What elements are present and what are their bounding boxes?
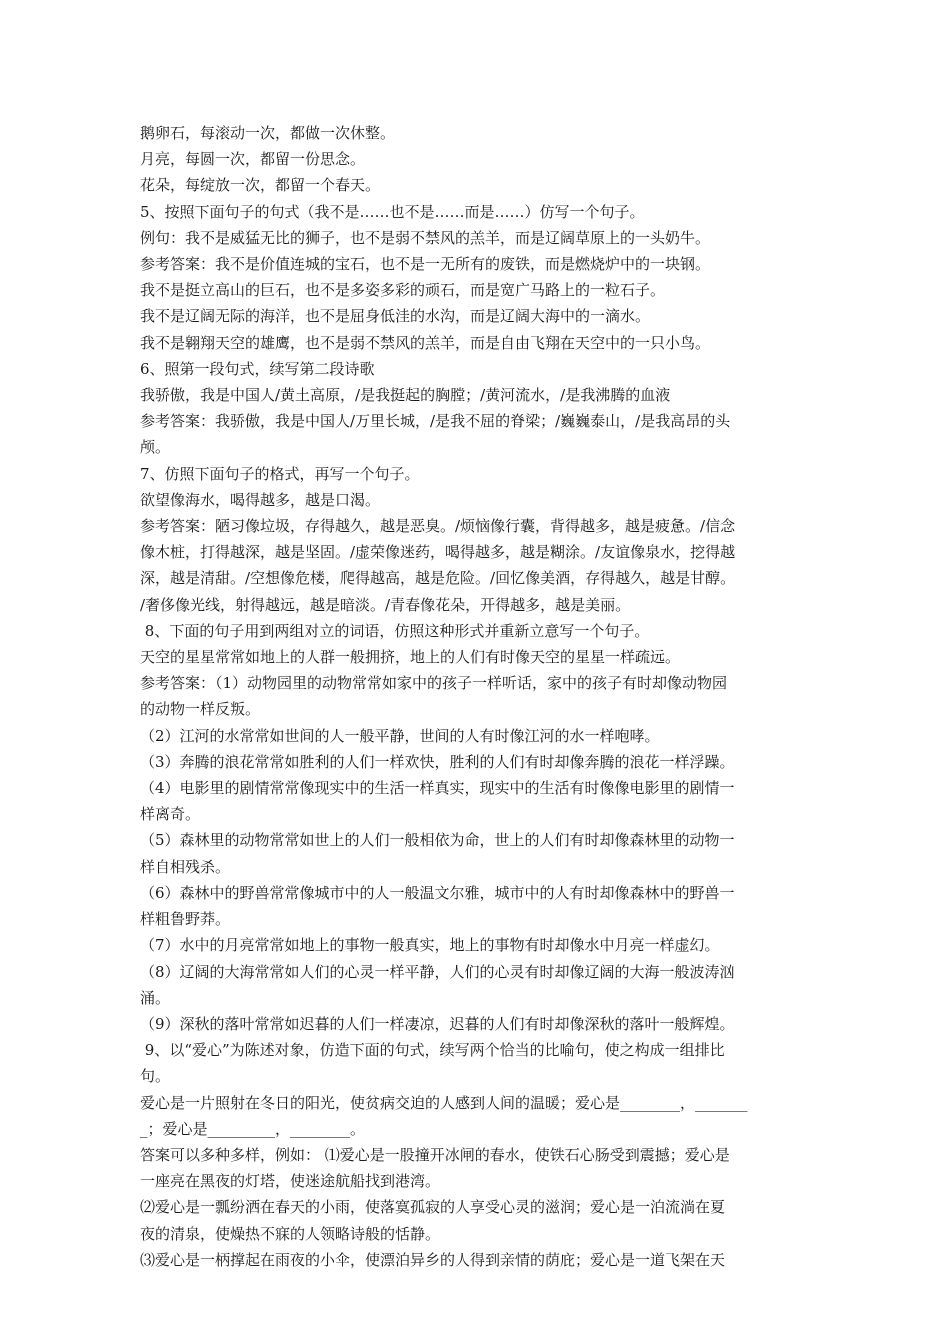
text-line: 月亮，每圆一次，都留一份思念。 <box>140 150 366 169</box>
text-line: 我不是翱翔天空的雄鹰，也不是弱不禁风的羔羊，而是自由飞翔在天空中的一只小鸟。 <box>140 333 711 352</box>
text-line: 涌。 <box>140 988 171 1007</box>
text-line: 像木桩，打得越深，越是坚固。/虚荣像迷药，喝得越多，越是糊涂。/友谊像泉水，挖得越 <box>140 543 736 562</box>
text-line: （4）电影里的剧情常常像现实中的生活一样真实，现实中的生活有时像像电影里的剧情一 <box>140 779 735 798</box>
text-line: 一座亮在黑夜的灯塔，使迷途航船找到港湾。 <box>140 1172 441 1191</box>
text-line: 我不是辽阔无际的海洋，也不是屈身低洼的水沟，而是辽阔大海中的一滴水。 <box>140 307 651 326</box>
text-line: 例句：我不是威猛无比的狮子，也不是弱不禁风的羔羊，而是辽阔草原上的一头奶牛。 <box>140 228 711 247</box>
text-line: 鹅卵石，每滚动一次，都做一次休整。 <box>140 124 396 142</box>
text-line: （3）奔腾的浪花常常如胜利的人们一样欢快，胜利的人们有时却像奔腾的浪花一样浮躁。 <box>140 752 735 771</box>
text-line: （8）辽阔的大海常常如人们的心灵一样平静，人们的心灵有时却像辽阔的大海一般波涛汹 <box>140 962 735 981</box>
text-line: _；爱心是_________，________。 <box>140 1119 366 1138</box>
text-line: 样自相残杀。 <box>140 857 231 876</box>
text-line: 夜的清泉，使燥热不寐的人领略诗般的恬静。 <box>140 1224 441 1243</box>
text-line: 参考答案：我骄傲，我是中国人/万里长城，/是我不屈的脊梁；/巍巍泰山，/是我高昂的头 <box>140 412 731 431</box>
document-body <box>140 120 810 1273</box>
text-line: 深，越是清甜。/空想像危楼，爬得越高，越是危险。/回忆像美酒，存得越久，越是甘醇。 <box>140 569 736 588</box>
text-line: （2）江河的水常常如世间的人一般平静，世间的人有时像江河的水一样咆哮。 <box>140 726 660 745</box>
text-line: 参考答案：我不是价值连城的宝石，也不是一无所有的废铁，而是燃烧炉中的一块钢。 <box>140 255 711 274</box>
text-line: 参考答案：陋习像垃圾，存得越久，越是恶臭。/烦恼像行囊，背得越多，越是疲惫。/信念 <box>140 517 736 536</box>
text-line: （5）森林里的动物常常如世上的人们一般相依为命，世上的人们有时却像森林里的动物一 <box>140 831 735 850</box>
text-line: 句。 <box>140 1067 171 1086</box>
text-line: （6）森林中的野兽常常像城市中的人一般温文尔雅，城市中的人有时却像森林中的野兽一 <box>140 883 735 902</box>
text-line: 欲望像海水，喝得越多，越是口渴。 <box>140 490 381 509</box>
text-line: ⑵爱心是一瓢纷洒在春天的小雨，使落寞孤寂的人享受心灵的滋润；爱心是一泊流淌在夏 <box>140 1198 726 1217</box>
question-9-heading: 9、以“爱心”为陈述对象，仿造下面的句式，续写两个恰当的比喻句，使之构成一组排比 <box>140 1041 725 1060</box>
text-line: 我不是挺立高山的巨石，也不是多姿多彩的顽石，而是宽广马路上的一粒石子。 <box>140 281 666 300</box>
question-8-heading: 8、下面的句子用到两组对立的词语，仿照这种形式并重新立意写一个句子。 <box>140 621 650 640</box>
question-7-heading: 7、仿照下面句子的格式，再写一个句子。 <box>140 464 420 483</box>
text-line: 颅。 <box>140 438 171 457</box>
text-line: /奢侈像光线，射得越远，越是暗淡。/青春像花朵，开得越多，越是美丽。 <box>140 595 631 614</box>
text-line: 我骄傲，我是中国人/黄土高原，/是我挺起的胸膛；/黄河流水，/是我沸腾的血液 <box>140 386 671 405</box>
text-line: 天空的星星常常如地上的人群一般拥挤，地上的人们有时像天空的星星一样疏远。 <box>140 648 681 667</box>
text-line: （7）水中的月亮常常如地上的事物一般真实，地上的事物有时却像水中月亮一样虚幻。 <box>140 936 720 955</box>
text-line: 样离奇。 <box>140 805 201 824</box>
text-line: 样粗鲁野莽。 <box>140 910 231 929</box>
text-line: 花朵，每绽放一次，都留一个春天。 <box>140 176 381 195</box>
text-line: 参考答案：（1）动物园里的动物常常如家中的孩子一样听话，家中的孩子有时却像动物园 <box>140 674 728 693</box>
question-5-heading: 5、按照下面句子的句式（我不是……也不是……而是……）仿写一个句子。 <box>140 202 645 221</box>
text-line: （9）深秋的落叶常常如迟暮的人们一样凄凉，迟暮的人们有时却像深秋的落叶一般辉煌。 <box>140 1014 735 1033</box>
text-line: ⑶爱心是一柄撑起在雨夜的小伞，使漂泊异乡的人得到亲情的荫庇；爱心是一道飞架在天 <box>140 1250 726 1269</box>
text-line: 爱心是一片照射在冬日的阳光，使贫病交迫的人感到人间的温暖；爱心是________，_______ <box>140 1093 748 1112</box>
question-6-heading: 6、照第一段句式，续写第二段诗歌 <box>140 359 375 378</box>
text-line: 答案可以多种多样，例如： ⑴爱心是一股撞开冰闸的春水，使铁石心肠受到震撼；爱心是 <box>140 1145 730 1164</box>
text-line: 的动物一样反叛。 <box>140 700 261 719</box>
